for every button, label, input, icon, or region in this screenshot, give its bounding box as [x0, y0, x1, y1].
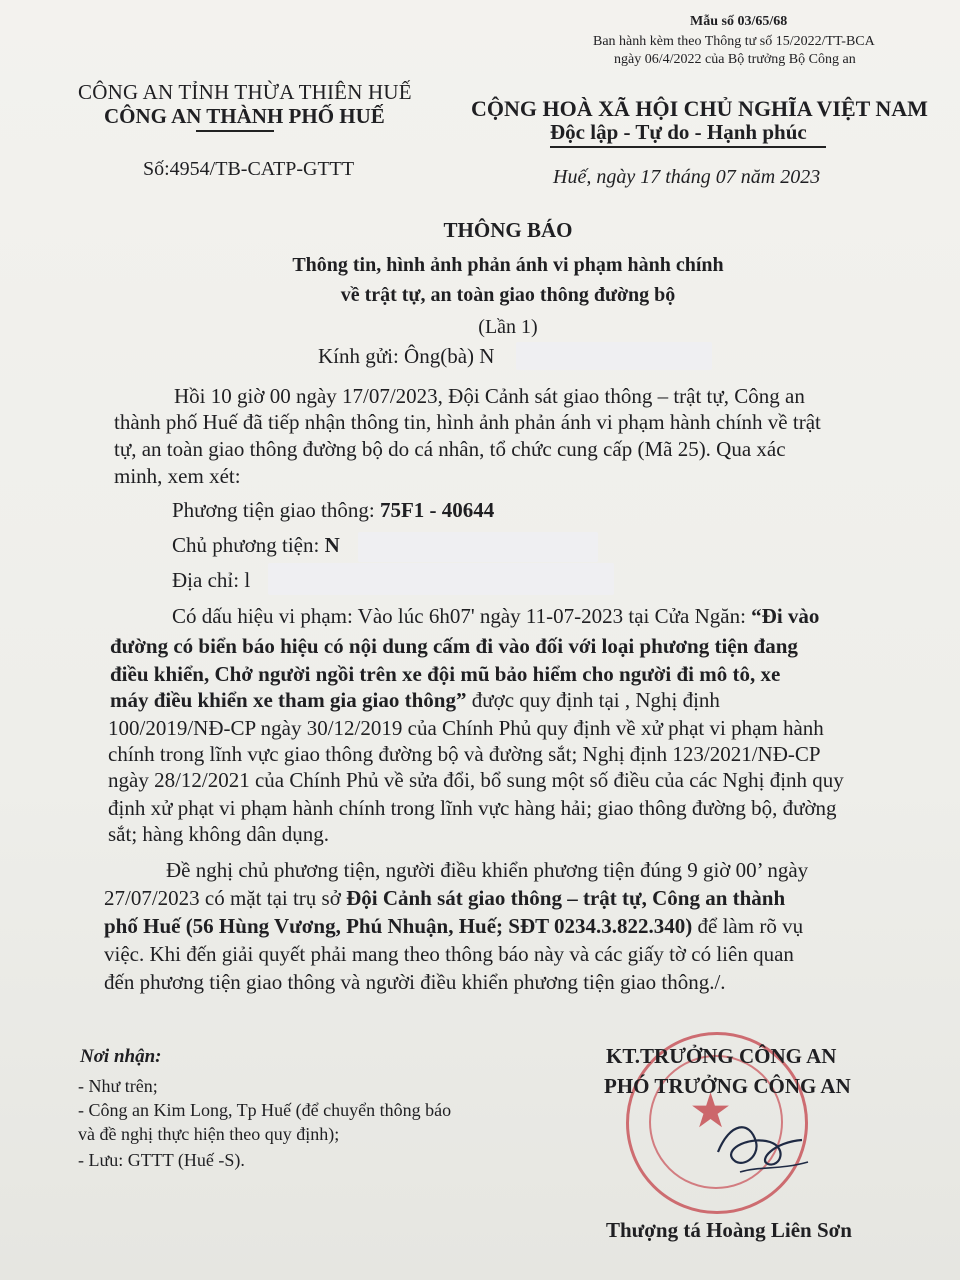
redaction-addressee [516, 342, 712, 370]
owner-row [172, 533, 340, 558]
para2-line9: sắt; hàng không dân dụng. [108, 822, 330, 846]
redaction-address [268, 563, 614, 595]
para2-line7: ngày 28/12/2021 của Chính Phủ về sửa đổi, bổ sung một số điều của các Nghị định quy [108, 768, 844, 792]
para2-line6: chính trong lĩnh vực giao thông đường bộ và đường sắt; Nghị định 123/2021/NĐ-CP [108, 742, 821, 766]
para2-line4-a: máy điều khiển xe tham gia giao thông” [110, 688, 467, 712]
signer-kt: KT.TRƯỞNG CÔNG AN [606, 1044, 837, 1068]
para3-line2-a: 27/07/2023 có mặt tại trụ sở [104, 886, 347, 910]
para1-line2: thành phố Huế đã tiếp nhận thông tin, hình ảnh phản ánh vi phạm hành chính về trật [114, 410, 821, 434]
agency-name: CÔNG AN THÀNH PHỐ HUẾ [104, 104, 385, 128]
para3-line2 [104, 886, 785, 911]
national-motto: Độc lập - Tự do - Hạnh phúc [550, 120, 807, 144]
recipient-2: - Công an Kim Long, Tp Huế (để chuyển thông báo [78, 1100, 452, 1120]
agency-parent: CÔNG AN TỈNH THỪA THIÊN HUẾ [78, 80, 412, 104]
recipient-2-cont: và đề nghị thực hiện theo quy định); [78, 1124, 340, 1144]
para2-line4-b: được quy định tại , Nghị định [466, 688, 720, 712]
national-title: CỘNG HOÀ XÃ HỘI CHỦ NGHĨA VIỆT NAM [471, 96, 928, 121]
recipient-1: - Như trên; [78, 1076, 158, 1096]
para1-line3: tự, an toàn giao thông đường bộ do cá nhân, tổ chức cung cấp (Mã 25). Qua xác [114, 437, 786, 461]
recipients-heading: Nơi nhận: [80, 1046, 162, 1067]
owner-label: Chủ phương tiện: [172, 533, 325, 557]
para2-line4 [110, 688, 720, 713]
address-label: Địa chỉ: [172, 568, 245, 592]
document-title: THÔNG BÁO [443, 218, 573, 242]
addressee: Kính gửi: Ông(bà) N [318, 344, 495, 368]
para3-line3 [104, 914, 803, 939]
seal-star-icon: ★ [689, 1083, 733, 1139]
document-subtitle-1: Thông tin, hình ảnh phản ánh vi phạm hành chính [292, 254, 724, 276]
owner-value: N [324, 533, 340, 557]
para2-line1 [172, 604, 819, 629]
para3-line3-a: phố Huế (56 Hùng Vương, Phú Nhuận, Huế; SĐT 0234.3.822.340) [104, 914, 693, 938]
para2-line1-b: “Đi vào [751, 604, 820, 628]
para2-line5: 100/2019/NĐ-CP ngày 30/12/2019 của Chính Phủ quy định về xử phạt vi phạm hành [108, 716, 824, 740]
recipient-3: - Lưu: GTTT (Huế -S). [78, 1150, 245, 1170]
form-issued-line1: Ban hành kèm theo Thông tư số 15/2022/TT-BCA [593, 34, 875, 49]
notice-count: (Lần 1) [478, 316, 538, 338]
vehicle-plate: 75F1 - 40644 [379, 498, 495, 522]
motto-underline [550, 146, 826, 148]
para3-line2-b: Đội Cảnh sát giao thông – trật tự, Công an thành [346, 886, 786, 910]
vehicle-label: Phương tiện giao thông: [172, 498, 380, 522]
para3-line1: Đề nghị chủ phương tiện, người điều khiển phương tiện đúng 9 giờ 00’ ngày [166, 858, 809, 882]
document-date: Huế, ngày 17 tháng 07 năm 2023 [553, 166, 821, 188]
agency-underline [196, 130, 274, 132]
para2-line3: điều khiển, Chở người ngồi trên xe đội mũ bảo hiểm cho người đi mô tô, xe [110, 662, 781, 686]
form-issued-line2: ngày 06/4/2022 của Bộ trưởng Bộ Công an [614, 52, 856, 67]
para2-line2: đường có biển báo hiệu có nội dung cấm đi vào đối với loại phương tiện đang [110, 634, 798, 658]
vehicle-row [172, 498, 494, 523]
para3-line3-b: để làm rõ vụ [692, 914, 804, 938]
para1-line4: minh, xem xét: [114, 464, 241, 488]
address-row [172, 568, 250, 593]
signer-title: PHÓ TRƯỞNG CÔNG AN [604, 1074, 851, 1098]
para3-line5: đến phương tiện giao thông và người điều khiển phương tiện giao thông./. [104, 970, 726, 994]
address-value: l [244, 568, 251, 592]
para2-line1-a: Có dấu hiệu vi phạm: Vào lúc 6h07' ngày 11-07-2023 tại Cửa Ngăn: [172, 604, 752, 628]
para1-line1: Hồi 10 giờ 00 ngày 17/07/2023, Đội Cảnh sát giao thông – trật tự, Công an [174, 384, 805, 408]
para2-line8: định xử phạt vi phạm hành chính trong lĩnh vực hàng hải; giao thông đường bộ, đường [108, 796, 837, 820]
form-number: Mẫu số 03/65/68 [690, 14, 788, 29]
document-number: Số:4954/TB-CATP-GTTT [143, 158, 355, 180]
signer-name: Thượng tá Hoàng Liên Sơn [606, 1218, 852, 1242]
document-subtitle-2: về trật tự, an toàn giao thông đường bộ [340, 284, 676, 306]
signature-scribble [710, 1112, 820, 1182]
redaction-owner [358, 532, 598, 562]
para3-line4: việc. Khi đến giải quyết phải mang theo thông báo này và các giấy tờ có liên quan [104, 942, 794, 966]
